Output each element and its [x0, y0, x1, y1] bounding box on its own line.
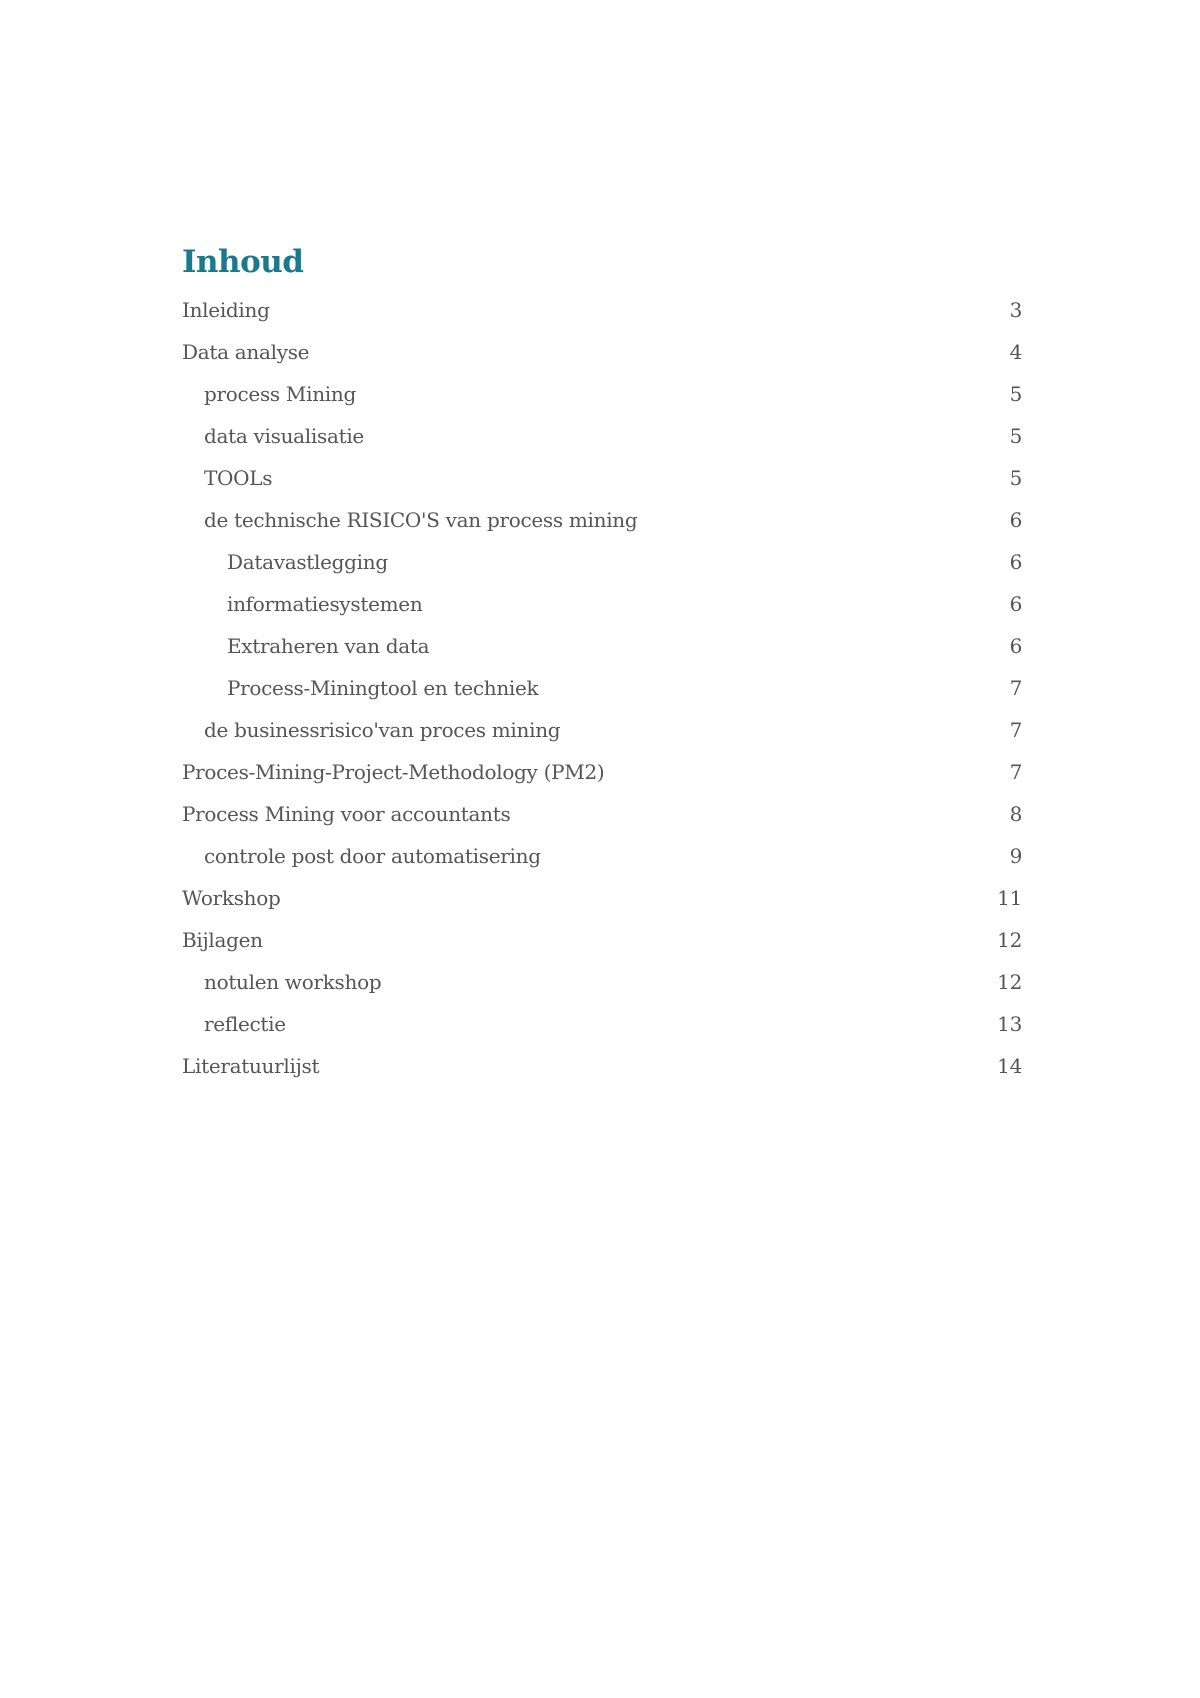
toc-entry[interactable] — [182, 464, 1022, 506]
toc-entry-page-number: 12 — [997, 928, 1022, 952]
toc-entry-page-number: 4 — [1009, 340, 1022, 364]
toc-entry-page-number: 14 — [997, 1054, 1022, 1078]
toc-entry[interactable] — [182, 1010, 1022, 1052]
toc-entry-page-number: 11 — [997, 886, 1022, 910]
toc-entry-page-number: 7 — [1009, 718, 1022, 742]
toc-entry-page-number: 6 — [1009, 508, 1022, 532]
toc-entry-label: process Mining — [204, 382, 356, 406]
toc-entry[interactable] — [182, 548, 1022, 590]
toc-entry[interactable] — [182, 800, 1022, 842]
toc-entry-page-number: 7 — [1009, 676, 1022, 700]
toc-entry-page-number: 6 — [1009, 592, 1022, 616]
toc-entry[interactable] — [182, 422, 1022, 464]
toc-entry-page-number: 6 — [1009, 550, 1022, 574]
toc-entry-label: Process Mining voor accountants — [182, 802, 511, 826]
toc-entry[interactable] — [182, 842, 1022, 884]
toc-entry-label: Data analyse — [182, 340, 310, 364]
toc-entry-label: notulen workshop — [204, 970, 382, 994]
toc-entry[interactable] — [182, 1052, 1022, 1094]
toc-entry-page-number: 3 — [1009, 298, 1022, 322]
toc-entry-page-number: 5 — [1009, 466, 1022, 490]
toc-entry-page-number: 8 — [1009, 802, 1022, 826]
toc-entry-label: Literatuurlijst — [182, 1054, 320, 1078]
table-of-contents — [182, 240, 1022, 1094]
toc-entry-label: data visualisatie — [204, 424, 364, 448]
toc-entry-page-number: 7 — [1009, 760, 1022, 784]
toc-entry[interactable] — [182, 380, 1022, 422]
toc-title: Inhoud — [182, 244, 304, 280]
toc-entry-label: Extraheren van data — [227, 634, 430, 658]
toc-entry[interactable] — [182, 338, 1022, 380]
toc-entry[interactable] — [182, 674, 1022, 716]
toc-entry-label: controle post door automatisering — [204, 844, 541, 868]
toc-entry[interactable] — [182, 296, 1022, 338]
toc-entry-page-number: 5 — [1009, 424, 1022, 448]
toc-entry[interactable] — [182, 758, 1022, 800]
toc-entry-page-number: 9 — [1009, 844, 1022, 868]
toc-entry-label: Inleiding — [182, 298, 270, 322]
toc-entry-label: reflectie — [204, 1012, 286, 1036]
toc-entry[interactable] — [182, 590, 1022, 632]
toc-entry-label: Bijlagen — [182, 928, 263, 952]
toc-entry-label: informatiesystemen — [227, 592, 423, 616]
toc-entry-page-number: 12 — [997, 970, 1022, 994]
toc-entry-label: Proces-Mining-Project-Methodology (PM2) — [182, 760, 605, 784]
toc-entry-label: Datavastlegging — [227, 550, 388, 574]
toc-entry-label: de technische RISICO'S van process mining — [204, 508, 638, 532]
toc-list — [182, 296, 1022, 1094]
toc-entry-label: de businessrisico'van proces mining — [204, 718, 561, 742]
toc-entry[interactable] — [182, 884, 1022, 926]
toc-entry-page-number: 13 — [997, 1012, 1022, 1036]
toc-entry-page-number: 5 — [1009, 382, 1022, 406]
toc-entry-page-number: 6 — [1009, 634, 1022, 658]
toc-entry[interactable] — [182, 716, 1022, 758]
toc-entry-label: Workshop — [182, 886, 281, 910]
toc-entry[interactable] — [182, 968, 1022, 1010]
toc-entry-label: TOOLs — [204, 466, 273, 490]
toc-entry-label: Process-Miningtool en techniek — [227, 676, 539, 700]
toc-entry[interactable] — [182, 632, 1022, 674]
toc-entry[interactable] — [182, 926, 1022, 968]
toc-entry[interactable] — [182, 506, 1022, 548]
